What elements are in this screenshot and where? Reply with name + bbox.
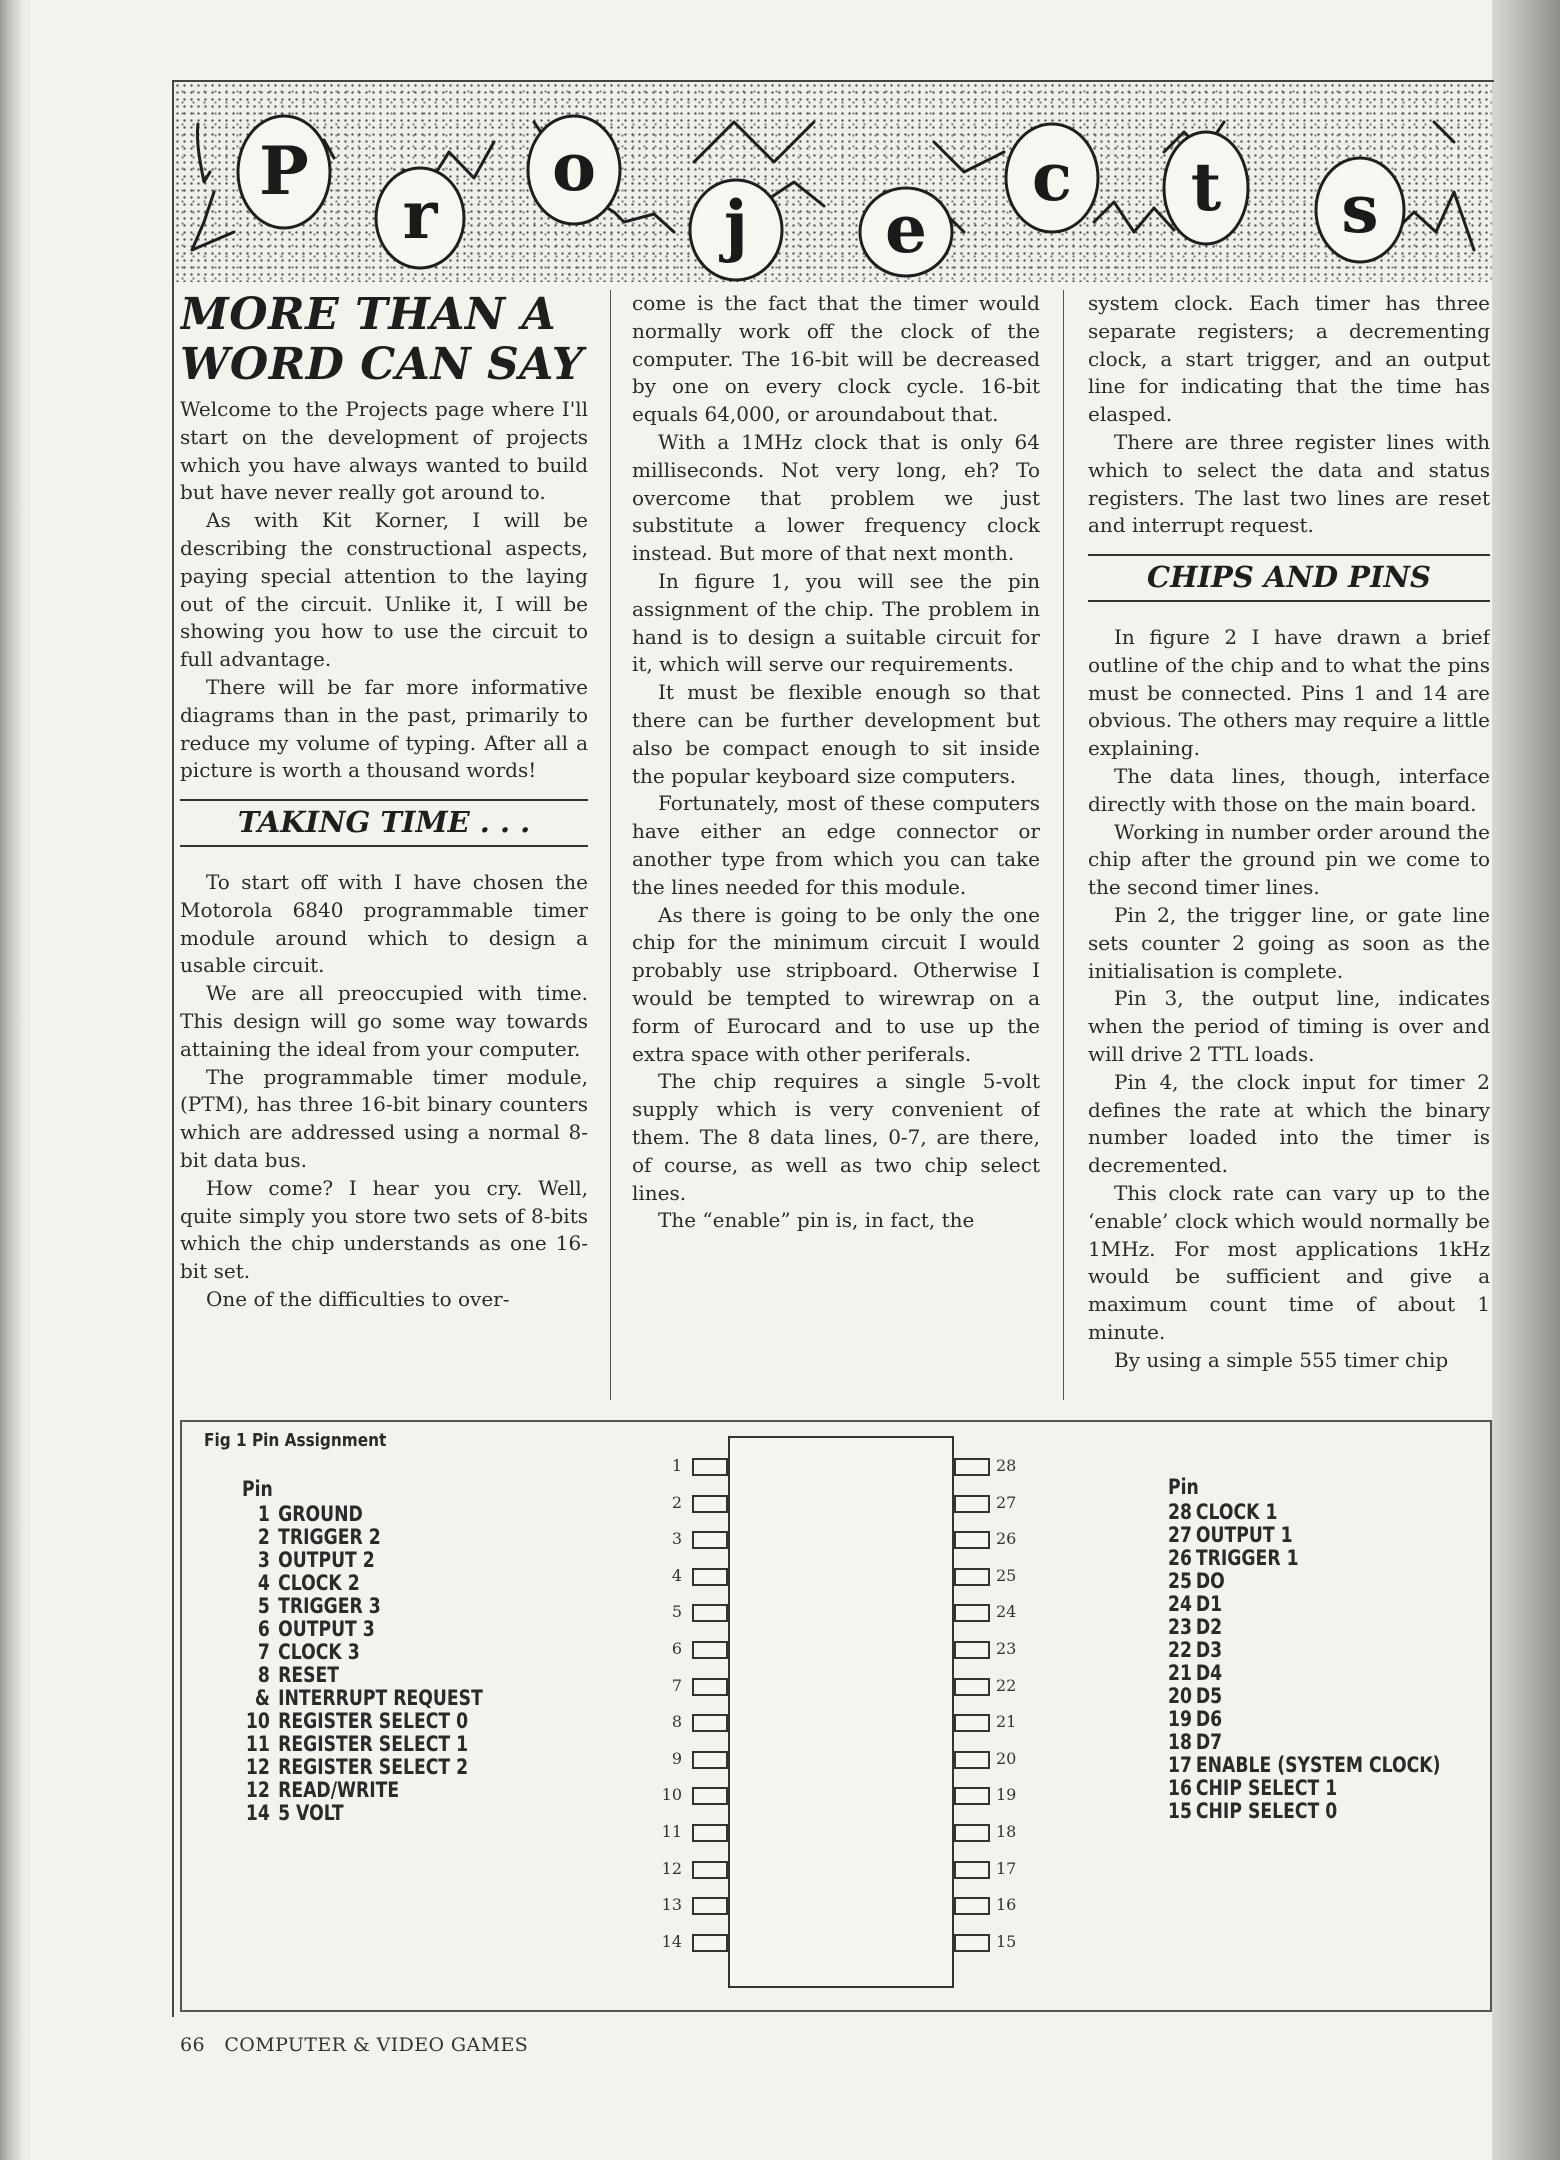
article-paragraph: It must be flexible enough so that there can be further development but also be compact enough to sit inside the popular keyboard size computers. xyxy=(632,680,1040,788)
article-paragraph: The programmable timer module, (PTM), has three 16-bit binary counters which are addressed using a normal 8-bit data bus. xyxy=(180,1064,588,1172)
pin-number: 2 xyxy=(257,1525,270,1549)
chip-pin-number: 12 xyxy=(661,1858,682,1878)
pin-function-label: TRIGGER 1 xyxy=(1195,1546,1299,1570)
article-paragraph: As there is going to be only the one chip for the minimum circuit I would probably use stripboard. Otherwise I would be tempted to wirewrap on a form of Eurocard and to use up the extra space with other periferals. xyxy=(632,902,1040,1066)
pin-function-label: OUTPUT 2 xyxy=(278,1548,375,1572)
pin-list-row xyxy=(242,1526,483,1549)
pin-number: 22 xyxy=(1168,1638,1192,1662)
chip-pin-right xyxy=(954,1495,990,1513)
chip-pin-right xyxy=(954,1604,990,1622)
chip-pin-number: 20 xyxy=(996,1748,1017,1768)
banner-letter: r xyxy=(402,176,438,254)
pin-number: & xyxy=(254,1686,270,1710)
article-column-3 xyxy=(1088,290,1490,1400)
chip-pin-left xyxy=(692,1531,728,1549)
pin-list-row xyxy=(242,1687,483,1710)
chip-pin-number: 23 xyxy=(996,1639,1017,1658)
pin-function-label: ENABLE (SYSTEM CLOCK) xyxy=(1195,1753,1441,1777)
pin-function-label: OUTPUT 3 xyxy=(278,1617,375,1641)
chip-pin-left xyxy=(692,1934,728,1952)
article-paragraph: One of the difficulties to over- xyxy=(206,1286,510,1311)
chip-pin-number: 28 xyxy=(996,1456,1017,1475)
chip-pin-number: 22 xyxy=(996,1675,1017,1695)
chip-pin-number: 2 xyxy=(671,1492,682,1512)
pin-number: 14 xyxy=(245,1801,270,1825)
chip-pin-number: 3 xyxy=(671,1529,682,1549)
pin-list-row xyxy=(1168,1754,1441,1777)
chip-pin-right xyxy=(954,1678,990,1696)
article-paragraph: By using a simple 555 timer chip xyxy=(1114,1347,1449,1372)
pin-function-label: D6 xyxy=(1195,1707,1223,1731)
pin-list-row xyxy=(1168,1570,1441,1593)
pin-function-label: TRIGGER 2 xyxy=(278,1525,381,1549)
chip-pin-left xyxy=(692,1714,728,1732)
pin-list-row xyxy=(242,1802,483,1825)
article-paragraph: Pin 3, the output line, indicates when the period of timing is over and will drive 2 TTL loads. xyxy=(1088,986,1490,1066)
article-paragraph: The “enable” pin is, in fact, the xyxy=(658,1208,975,1233)
pin-list-row xyxy=(242,1572,483,1595)
pin-function-label: D1 xyxy=(1195,1592,1223,1616)
pin-number: 12 xyxy=(245,1778,270,1802)
facing-page-edge xyxy=(1492,0,1560,2160)
chip-pin-right xyxy=(954,1897,990,1915)
banner-letter: s xyxy=(1341,170,1379,248)
article-paragraph: In figure 1, you will see the pin assignment of the chip. The problem in hand is to design a suitable circuit for it, which will serve our requirements. xyxy=(632,568,1040,677)
section-heading: TAKING TIME . . . xyxy=(180,799,588,847)
chip-pin-left xyxy=(692,1568,728,1586)
pin-function-label: CHIP SELECT 0 xyxy=(1195,1799,1338,1823)
page-edge-shadow xyxy=(0,0,22,2160)
chip-pin-number: 1 xyxy=(671,1456,682,1475)
pin-number: 23 xyxy=(1168,1615,1192,1639)
pin-function-label: RESET xyxy=(278,1663,340,1687)
pin-list-row xyxy=(242,1756,483,1779)
article-paragraph: system clock. Each timer has three separate registers; a decrementing clock, a start trigger, and an output line for indicating that the time has elasped. xyxy=(1088,291,1490,427)
chip-pin-number: 4 xyxy=(671,1565,682,1585)
chip-pin-right xyxy=(954,1568,990,1586)
pin-function-label: CHIP SELECT 1 xyxy=(1195,1776,1338,1800)
pin-list-row xyxy=(1168,1662,1441,1685)
chip-pin-number: 19 xyxy=(996,1785,1017,1805)
chip-pin-right xyxy=(954,1641,990,1659)
article-paragraph: As with Kit Korner, I will be describing the constructional aspects, paying special attention to the laying out of the circuit. Unlike it, I will be showing you how to use the circuit to full advantage. xyxy=(180,508,588,672)
chip-pin-left xyxy=(692,1678,728,1696)
pin-number: 15 xyxy=(1168,1799,1192,1823)
chip-pin-number: 26 xyxy=(996,1529,1017,1549)
banner-letter: e xyxy=(885,190,927,268)
chip-pin-left xyxy=(692,1458,728,1476)
chip-pin-right xyxy=(954,1824,990,1842)
article-paragraph: In figure 2 I have drawn a brief outline of the chip and to what the pins must be connected. Pins 1 and 14 are obvious. The others may require a little explaining. xyxy=(1088,624,1490,761)
article-paragraph: How come? I hear you cry. Well, quite simply you store two sets of 8-bits which the chip understands as one 16-bit set. xyxy=(180,1175,588,1284)
pin-number: 25 xyxy=(1168,1569,1192,1593)
article-paragraph: With a 1MHz clock that is only 64 milliseconds. Not very long, eh? To overcome that problem we just substitute a lower frequency clock instead. But more of that next month. xyxy=(632,429,1040,566)
pin-number: 6 xyxy=(257,1617,270,1641)
chip-pin-number: 10 xyxy=(661,1785,682,1805)
projects-banner xyxy=(174,82,1492,282)
pin-function-label: 5 VOLT xyxy=(278,1801,344,1825)
pin-list-row xyxy=(1168,1524,1441,1547)
banner-letter: t xyxy=(1190,148,1222,226)
pin-number: 27 xyxy=(1168,1523,1192,1547)
chip-pin-number: 27 xyxy=(996,1492,1017,1512)
article-paragraph: There are three register lines with which to select the data and status registers. The last two lines are reset and interrupt request. xyxy=(1088,429,1490,538)
pin-function-label: REGISTER SELECT 1 xyxy=(278,1732,469,1756)
pin-function-label: D4 xyxy=(1195,1661,1223,1685)
article-column-2 xyxy=(632,290,1040,1400)
pin-list-row xyxy=(242,1618,483,1641)
pin-function-label: CLOCK 2 xyxy=(278,1571,360,1595)
pin-function-label: D5 xyxy=(1195,1684,1223,1708)
chip-pin-right xyxy=(954,1458,990,1476)
pin-function-label: DO xyxy=(1195,1569,1225,1593)
chip-pin-number: 11 xyxy=(661,1822,682,1841)
figure-title: Fig 1 Pin Assignment xyxy=(204,1430,387,1451)
chip-pin-number: 18 xyxy=(996,1822,1017,1841)
pin-function-label: OUTPUT 1 xyxy=(1195,1523,1293,1547)
chip-pin-left xyxy=(692,1861,728,1879)
chip-pin-left xyxy=(692,1495,728,1513)
article-paragraph: come is the fact that the timer would normally work off the clock of the computer. The 16-bit will be decreased by one on every clock cycle. 16-bit equals 64,000, or aroundabout that. xyxy=(632,291,1040,427)
pin-number: 10 xyxy=(245,1709,270,1733)
pin-function-label: D3 xyxy=(1195,1638,1223,1662)
chip-pin-number: 14 xyxy=(661,1931,682,1951)
pin-function-label: READ/WRITE xyxy=(278,1778,400,1802)
article-column-1 xyxy=(180,290,588,1400)
pin-function-label: TRIGGER 3 xyxy=(278,1594,381,1618)
pin-number: 8 xyxy=(257,1663,270,1687)
chip-pin-left xyxy=(692,1824,728,1842)
page-footer xyxy=(180,2034,528,2056)
pin-list-row xyxy=(1168,1593,1441,1616)
pin-list-row xyxy=(1168,1616,1441,1639)
pin-number: 5 xyxy=(257,1594,270,1618)
pin-list-row xyxy=(242,1664,483,1687)
article-paragraph: There will be far more informative diagrams than in the past, primarily to reduce my volume of typing. After all a picture is worth a thousand words! xyxy=(180,674,588,783)
pin-number: 17 xyxy=(1168,1753,1192,1777)
article-paragraph: The data lines, though, interface directly with those on the main board. xyxy=(1088,763,1490,816)
pin-list-row xyxy=(1168,1777,1441,1800)
pin-number: 1 xyxy=(257,1502,270,1526)
pin-number: 21 xyxy=(1168,1661,1192,1685)
chip-pin-right xyxy=(954,1861,990,1879)
pin-function-label: GROUND xyxy=(278,1502,363,1526)
chip-pin-number: 9 xyxy=(671,1748,682,1768)
pin-number: 12 xyxy=(245,1755,270,1779)
chip-pin-right xyxy=(954,1531,990,1549)
pin-number: 20 xyxy=(1168,1684,1192,1708)
pin-list-row xyxy=(242,1503,483,1526)
article-paragraph: This clock rate can vary up to the ‘enable’ clock which would normally be 1MHz. For most applications 1kHz would be sufficient and give a maximum count time of about 1 minute. xyxy=(1088,1180,1490,1344)
chip-pin-number: 7 xyxy=(671,1675,682,1695)
pin-list-row xyxy=(1168,1685,1441,1708)
pin-number: 26 xyxy=(1168,1546,1192,1570)
chip-pin-right xyxy=(954,1787,990,1805)
column-rule xyxy=(610,290,611,1400)
page-number: 66 xyxy=(180,2034,205,2056)
pin-number: 18 xyxy=(1168,1730,1192,1754)
chip-pin-number: 6 xyxy=(671,1639,682,1658)
pin-function-label: D7 xyxy=(1195,1730,1223,1754)
pin-list-row xyxy=(1168,1501,1441,1524)
pin-number: 24 xyxy=(1168,1592,1192,1616)
column-rule xyxy=(1063,290,1064,1400)
pin-number: 28 xyxy=(1168,1500,1192,1524)
pin-number: 3 xyxy=(257,1548,270,1572)
chip-pin-right xyxy=(954,1934,990,1952)
article-paragraph: Pin 4, the clock input for timer 2 defines the rate at which the binary number loaded into the timer is decremented. xyxy=(1088,1069,1490,1178)
article-paragraph: Welcome to the Projects page where I'll start on the development of projects which you have always wanted to build but have never really got around to. xyxy=(180,397,588,505)
pin-list-header: Pin xyxy=(1168,1475,1199,1499)
banner-letters xyxy=(259,128,1378,268)
banner-letter: j xyxy=(724,186,748,264)
article-paragraph: Working in number order around the chip after the ground pin we come to the second timer lines. xyxy=(1088,819,1490,900)
article-paragraph: The chip requires a single 5-volt supply which is very convenient of them. The 8 data lines, 0-7, are there, of course, as well as two chip select lines. xyxy=(632,1069,1040,1205)
chip-pin-number: 15 xyxy=(996,1931,1017,1951)
pin-list-header: Pin xyxy=(242,1477,273,1501)
right-pin-list xyxy=(1168,1476,1441,1823)
pin-list-row xyxy=(242,1641,483,1664)
pin-number: 19 xyxy=(1168,1707,1192,1731)
chip-pin-number: 21 xyxy=(996,1712,1017,1732)
article-paragraph: To start off with I have chosen the Motorola 6840 programmable timer module around which to design a usable circuit. xyxy=(180,869,588,978)
pin-list-row xyxy=(1168,1639,1441,1662)
pin-assignment-figure xyxy=(180,1420,1492,2012)
pin-list-row xyxy=(1168,1547,1441,1570)
article-paragraph: We are all preoccupied with time. This design will go some way towards attaining the ideal from your computer. xyxy=(180,981,588,1061)
pin-list-row xyxy=(242,1779,483,1802)
pin-function-label: REGISTER SELECT 0 xyxy=(278,1709,469,1733)
pin-list-row xyxy=(1168,1731,1441,1754)
pin-number: 7 xyxy=(257,1640,270,1664)
banner-letter: P xyxy=(259,132,309,210)
pin-number: 4 xyxy=(257,1571,270,1595)
chip-pin-number: 25 xyxy=(996,1565,1017,1585)
chip-pin-left xyxy=(692,1787,728,1805)
pin-number: 11 xyxy=(245,1732,270,1756)
chip-pin-number: 17 xyxy=(996,1858,1017,1878)
chip-pin-number: 13 xyxy=(661,1895,682,1915)
left-pin-list xyxy=(242,1478,483,1825)
chip-pin-left xyxy=(692,1641,728,1659)
pin-number: 16 xyxy=(1168,1776,1192,1800)
publication-name: COMPUTER & VIDEO GAMES xyxy=(224,2034,529,2056)
banner-art xyxy=(174,82,1492,282)
section-heading: CHIPS AND PINS xyxy=(1088,554,1490,602)
pin-list-row xyxy=(242,1733,483,1756)
pin-list-row xyxy=(242,1710,483,1733)
pin-list-row xyxy=(1168,1800,1441,1823)
chip-pin-number: 16 xyxy=(996,1895,1017,1915)
chip-pin-right xyxy=(954,1751,990,1769)
pin-function-label: REGISTER SELECT 2 xyxy=(278,1755,469,1779)
banner-letter: c xyxy=(1031,138,1073,216)
chip-pin-right xyxy=(954,1714,990,1732)
chip-pin-number: 5 xyxy=(671,1602,682,1622)
article-paragraph: Pin 2, the trigger line, or gate line sets counter 2 going as soon as the initialisation is complete. xyxy=(1088,902,1490,983)
pin-list-row xyxy=(1168,1708,1441,1731)
chip-pin-left xyxy=(692,1604,728,1622)
article-paragraph: Fortunately, most of these computers have either an edge connector or another type from which you can take the lines needed for this module. xyxy=(632,791,1040,899)
chip-pin-left xyxy=(692,1751,728,1769)
pin-function-label: INTERRUPT REQUEST xyxy=(278,1686,483,1710)
article-headline: MORE THAN A WORD CAN SAY xyxy=(180,290,584,390)
pin-function-label: CLOCK 1 xyxy=(1195,1500,1278,1524)
chip-pin-number: 8 xyxy=(671,1712,682,1732)
chip-pin-number: 24 xyxy=(996,1602,1017,1622)
banner-letter: o xyxy=(551,128,597,206)
pin-function-label: D2 xyxy=(1195,1615,1223,1639)
pin-function-label: CLOCK 3 xyxy=(278,1640,360,1664)
pin-list-row xyxy=(242,1549,483,1572)
pin-list-row xyxy=(242,1595,483,1618)
chip-pin-left xyxy=(692,1897,728,1915)
chip-outline xyxy=(728,1436,954,1988)
